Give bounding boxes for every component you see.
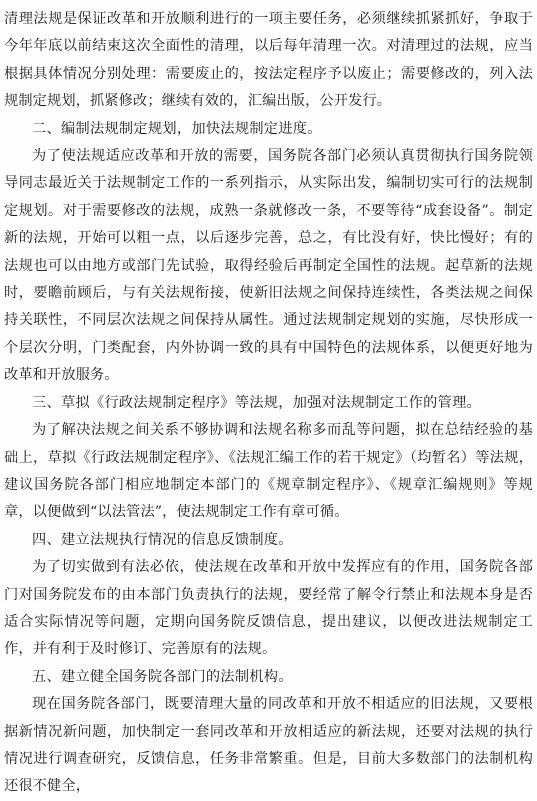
paragraph-planning: 为了使法规适应改革和开放的需要，国务院各部门必须认真贯彻执行国务院领导同志最近关于法规制定工作的一系列指示，从实际出发，编制切实可行的法规制定规划。对于需要修改的法规，成熟一条就修改一条，不要等待“成套设备”。制定新的法规，开始可以粗一点，以后逐步完善，总之，有比没有好，快比慢好；有的法规也可以由地方或部门先试验，取得经验后再制定全国性的法规。起草新的法规时，要瞻前顾后，与有关法规衔接，使新旧法规之间保持连续性，各类法规之间保持关联性，不同层次法规之间保持从属性。通过法规制定规划的实施，尽快形成一个层次分明，门类配套，内外协调一致的具有中国特色的法规体系，以便更好地为改革和开放服务。 [4,148,533,384]
paragraph-feedback: 为了切实做到有法必依，使法规在改革和开放中发挥应有的作用，国务院各部门对国务院发布的由本部门负责执行的法规，要经常了解令行禁止和法规本身是否适合实际情况等问题，定期向国务院反馈信息，提出建议，以便改进法规制定工作，并有利于及时修订、完善原有的法规。 [4,559,533,658]
section-heading-3: 三、草拟《行政法规制定程序》等法规，加强对法规制定工作的管理。 [32,394,482,411]
section-heading-5: 五、建立健全国务院各部门的法制机构。 [32,668,293,685]
paragraph-clearing-regulations: 清理法规是保证改革和开放顺利进行的一项主要任务，必须继续抓紧抓好，争取于今年年底以前结束这次全面性的清理，以后每年清理一次。对清理过的法规，应当根据具体情况分别处理：需要废止的，按法定程序予以废止；需要修改的，列入法规制定规划，抓紧修改；继续有效的，汇编出版，公开发行。 [4,11,533,110]
section-heading-4: 四、建立法规执行情况的信息反馈制度。 [32,531,293,548]
paragraph-legal-institutions: 现在国务院各部门，既要清理大量的同改革和开放不相适应的旧法规，又要根据新情况新问题，加快制定一套同改革和开放相适应的新法规，还要对法规的执行情况进行调查研究，反馈信息，任务非常繁重。但是，目前大多数部门的法制机构还很不健全， [4,696,533,795]
document-body [4,6,533,801]
paragraph-procedures: 为了解决法规之间关系不够协调和法规名称多而乱等问题，拟在总结经验的基础上，草拟《行政法规制定程序》、《法规汇编工作的若干规定》（均暂名）等法规，建议国务院各部门相应地制定本部门的《规章制定程序》、《规章汇编规则》等规章，以便做到“以法管法”，使法规制定工作有章可循。 [4,422,533,521]
section-heading-2: 二、编制法规制定规划，加快法规制定进度。 [32,120,322,137]
